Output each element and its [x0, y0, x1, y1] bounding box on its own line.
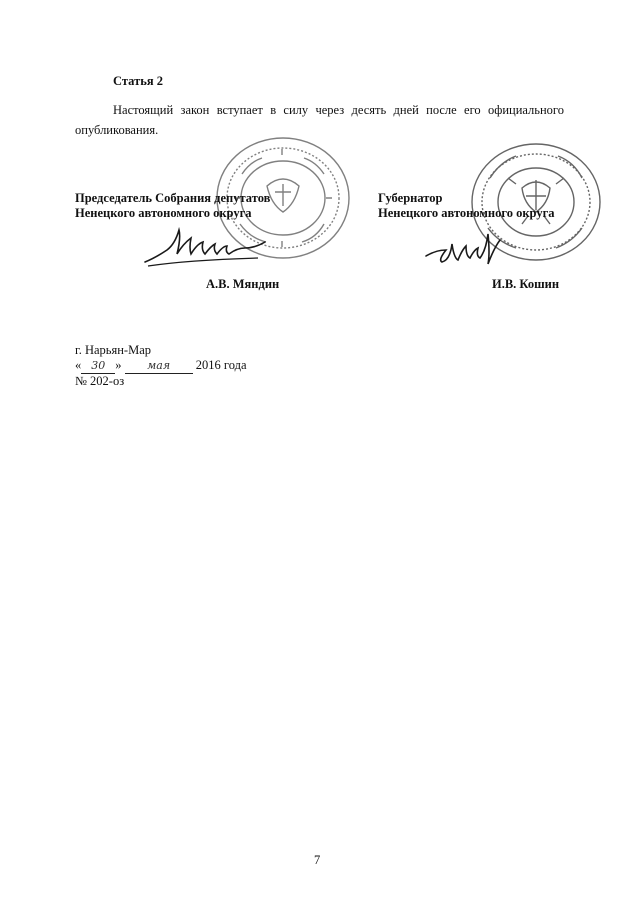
left-signatory-block [75, 191, 270, 221]
article-title: Статья 2 [113, 74, 163, 88]
date-open-quote: « [75, 358, 82, 372]
left-signatory-position-line2: Ненецкого автономного округа [75, 206, 252, 220]
body-paragraph: Настоящий закон вступает в силу через десять дней после его официального опубликования. [75, 103, 564, 137]
date-year: 2016 года [195, 358, 247, 372]
date-month: мая [125, 360, 193, 374]
date-line [75, 358, 247, 374]
left-signatory-position-line1: Председатель Собрания депутатов [75, 191, 271, 205]
page-number: 7 [314, 853, 321, 867]
law-number: № 202-оз [75, 374, 125, 388]
handwritten-signature-right-icon [420, 222, 510, 272]
date-close-quote: » [115, 358, 122, 372]
left-signatory-name: А.В. Мяндин [206, 277, 280, 291]
date-day: 30 [81, 360, 115, 374]
right-signatory-name: И.В. Кошин [492, 277, 560, 291]
handwritten-signature-left-icon [140, 222, 280, 272]
city-line: г. Нарьян-Мар [75, 343, 152, 357]
right-signatory-position-line2: Ненецкого автономного округа [378, 206, 555, 220]
right-signatory-block [378, 191, 555, 221]
right-signatory-position-line1: Губернатор [378, 191, 443, 205]
